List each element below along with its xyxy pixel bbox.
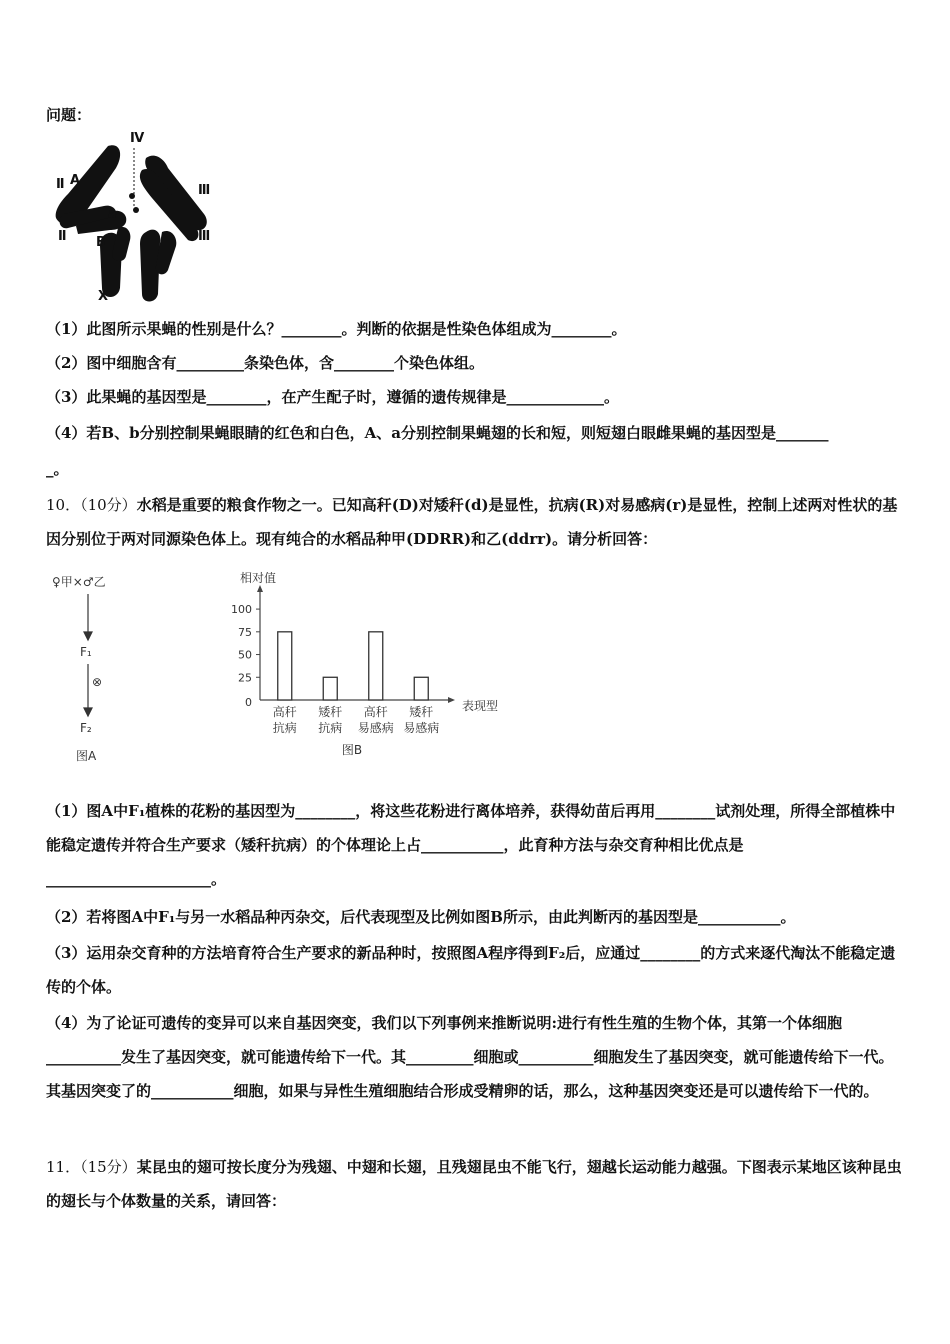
q10-part-4: （4）为了论证可遗传的变异可以来自基因突变，我们以下列事例来推断说明:进行有性生殖的生物个体，其第一个体细胞__________发生了基因突变，就可能遗传给下一代。其_________细胞或__________细胞发生了基因突变，就可能遗传给下一代。其基因突变了的___________细胞，如果与异性生殖细胞结合形成受精卵的话，那么，这种基因突变还是可以遗传给下一代的。 [46, 1014, 894, 1100]
question-11-stem [46, 1150, 906, 1218]
y-tick-label: 25 [238, 671, 252, 685]
y-axis-label: 相对值 [240, 571, 277, 585]
category-label: 高秆 [363, 705, 388, 719]
y-tick-label: 100 [231, 603, 252, 617]
fig-label: Ⅳ [130, 131, 145, 146]
fig-label: B [96, 235, 106, 250]
bar [278, 632, 292, 700]
question-intro: 问题： [46, 106, 92, 124]
category-label: 高秆 [272, 705, 297, 719]
figure-b-caption: 图B [341, 743, 363, 757]
y-tick-label: 50 [238, 648, 252, 662]
fig-label: Ⅲ [198, 229, 211, 244]
q10-part-3: （3）运用杂交育种的方法培育符合生产要求的新品种时，按照图A程序得到F₂后，应通过________的方式来逐代淘汰不能稳定遗传的个体。 [46, 944, 896, 996]
fig-label: Ⅱ [58, 229, 67, 244]
category-label: 抗病 [272, 721, 297, 735]
figure-a-caption: 图A [76, 749, 97, 763]
q9-part-3: （3）此果蝇的基因型是________，在产生配子时，遵循的遗传规律是_____________。 [46, 388, 619, 406]
category-label: 抗病 [318, 721, 343, 735]
bar [369, 632, 383, 700]
category-label: 易感病 [357, 721, 394, 735]
f1-label: F₁ [80, 645, 92, 659]
self-symbol: ⊗ [92, 675, 103, 689]
figure-b-chart [214, 570, 524, 766]
q9-part-1: （1）此图所示果蝇的性别是什么？________。判断的依据是性染色体组成为________。 [46, 320, 627, 338]
q10-part-1: （1）图A中F₁植株的花粉的基因型为________，将这些花粉进行离体培养，获得幼苗后再用________试剂处理，所得全部植株中能稳定遗传并符合生产要求（矮秆抗病）的个体理论上占___________，此育种方法与杂交育种相比优点是______________________。 [46, 802, 896, 888]
chromosome-figure [46, 128, 226, 308]
question-score: （10分） [80, 496, 137, 514]
bar [323, 677, 337, 700]
fig-label: X [98, 289, 109, 304]
f2-label: F₂ [80, 721, 92, 735]
q10-part-2: （2）若将图A中F₁与另一水稻品种丙杂交，后代表现型及比例如图B所示，由此判断丙的基因型是___________。 [46, 908, 796, 926]
fig-label: Y [148, 289, 158, 304]
y-axis-arrow [257, 585, 263, 592]
fig-label: a [108, 207, 117, 222]
fig-label: A [70, 173, 81, 188]
y-tick-label: 75 [238, 625, 252, 639]
fig-label: Ⅲ [198, 183, 211, 198]
category-label: 矮秆 [409, 705, 434, 719]
figure-a [46, 566, 166, 766]
x-axis-arrow [448, 697, 455, 703]
question-score: （15分） [80, 1158, 137, 1176]
question-number: 11． [46, 1158, 81, 1176]
q9-part-2: （2）图中细胞含有_________条染色体，含________个染色体组。 [46, 354, 484, 372]
question-text: 某昆虫的翅可按长度分为残翅、中翅和长翅，且残翅昆虫不能飞行，翅越长运动能力越强。下图表示某地区该种昆虫的翅长与个体数量的关系，请回答： [46, 1158, 902, 1210]
fig-label: Ⅱ [56, 177, 65, 192]
question-10-stem [46, 488, 906, 556]
category-label: 易感病 [403, 721, 440, 735]
y-tick-label: 0 [245, 696, 252, 709]
bar [414, 677, 428, 700]
q9-part-4: （4）若B、b分别控制果蝇眼睛的红色和白色，A、a分别控制果蝇翅的长和短，则短翅白眼雌果蝇的基因型是_______ [46, 424, 829, 442]
question-number: 10． [46, 496, 81, 514]
question-text: 水稻是重要的粮食作物之一。已知高秆(D)对矮秆(d)是显性，抗病(R)对易感病(r)是显性，控制上述两对性状的基因分别位于两对同源染色体上。现有纯合的水稻品种甲(DDRR)和乙(ddrr)。请分析回答： [46, 496, 898, 548]
cross-label: ♀甲×♂乙 [52, 575, 106, 589]
x-axis-label: 表现型 [462, 699, 499, 713]
category-label: 矮秆 [318, 705, 343, 719]
q9-part-4-end: _。 [46, 460, 69, 478]
